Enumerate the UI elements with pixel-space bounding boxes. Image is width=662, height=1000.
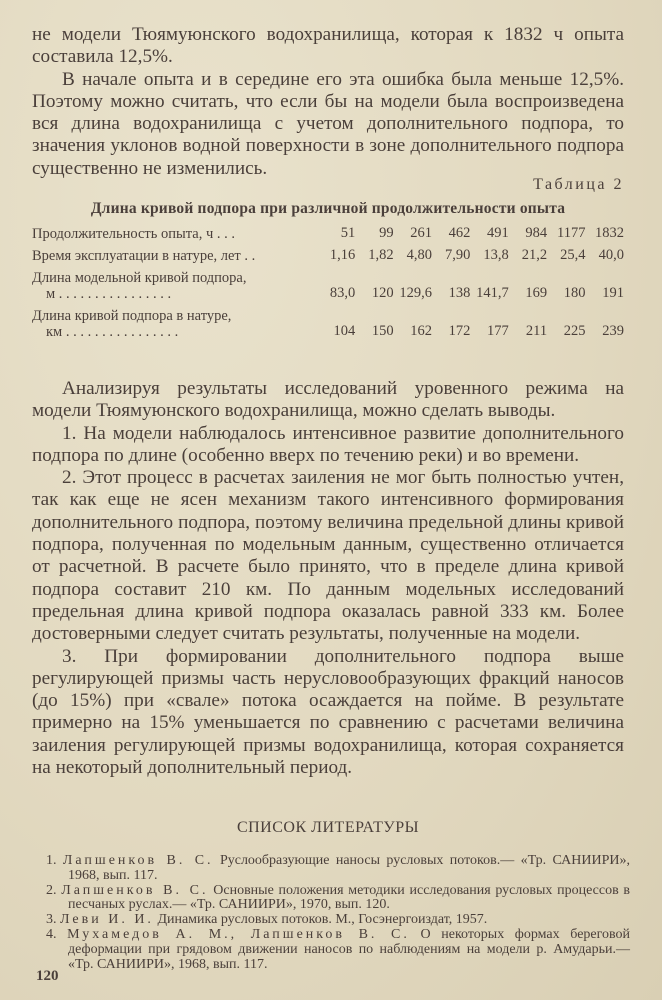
cell: 1,16 bbox=[329, 247, 356, 263]
table-caption: Таблица 2 bbox=[533, 176, 624, 193]
cell: 4,80 bbox=[406, 247, 432, 263]
cell: 984 bbox=[525, 225, 548, 241]
cell: 177 bbox=[487, 323, 509, 339]
cell: 120 bbox=[371, 285, 394, 301]
intro-paragraph-2: В начале опыта и в середине его эта ошибка была меньше 12,5%. Поэтому можно считать, что если бы на модели была воспроизведена вся длина водохранилища с учетом дополнительного подпора, то значения уклонов водной поверхности в зоне дополнительного подпора существенно не изменились. bbox=[32, 68, 624, 179]
cell: 13,8 bbox=[483, 247, 509, 263]
cell: 1177 bbox=[557, 225, 586, 241]
row-label: Длина модельной кривой подпора, м . . . . . . . . . . . . . . . . bbox=[32, 270, 247, 302]
cell: 225 bbox=[563, 323, 586, 339]
cell: 491 bbox=[487, 225, 509, 241]
cell: 1,82 bbox=[368, 247, 394, 263]
bibliography-item: 1. Лапшенков В. С. Руслообразующие наносы русловых потоков.— «Тр. САНИИРИ», 1968, вып. 117. bbox=[46, 853, 630, 883]
cell: 162 bbox=[410, 323, 432, 339]
cell: 261 bbox=[410, 225, 432, 241]
cell: 150 bbox=[371, 323, 394, 339]
cell: 129,6 bbox=[399, 285, 432, 301]
page bbox=[32, 24, 631, 972]
table-row bbox=[32, 242, 624, 264]
cell: 21,2 bbox=[521, 247, 548, 263]
cell: 211 bbox=[525, 323, 548, 339]
cell: 7,90 bbox=[445, 247, 471, 263]
cell: 25,4 bbox=[560, 247, 586, 263]
author: Лапшенков В. С. bbox=[62, 853, 214, 868]
data-table bbox=[32, 220, 624, 340]
cell: 104 bbox=[333, 323, 356, 339]
cell: 239 bbox=[602, 323, 624, 339]
author: Мухамедов А. М., Лапшенков В. С. bbox=[67, 926, 410, 942]
table-row bbox=[32, 220, 624, 242]
row-label: Длина кривой подпора в натуре, км . . . . . . . . . . . . . . . . bbox=[32, 308, 232, 340]
bibliography-item: 4. Мухамедов А. М., Лапшенков В. С. О некоторых формах береговой деформации при грядовом движении наносов по наблюдениям на модели р. Амударьи.— «Тр. САНИИРИ», 1968, вып. 117. bbox=[46, 926, 631, 972]
bibliography-title: СПИСОК ЛИТЕРАТУРЫ bbox=[236, 819, 420, 836]
cell: 172 bbox=[448, 323, 471, 339]
table-row bbox=[32, 264, 624, 302]
author: Лапшенков В. С. bbox=[61, 882, 209, 898]
author: Леви И. И. bbox=[60, 912, 154, 928]
conclusion-2: 2. Этот процесс в расчетах заиления не мог быть полностью учтен, так как еще не ясен механизм такого интенсивного формирования дополнительного подпора, поэтому величина предельной длины кривой подпора, полученная по модельным данным, существенно отличается от расчетной. В расчете было принято, что в пределе длина кривой подпора составит 210 км. По данным модельных исследований предельная длина кривой подпора оказалась равной 333 км. Более достоверными следует считать результаты, полученные на модели. bbox=[32, 467, 624, 645]
cell: 141,7 bbox=[476, 285, 509, 301]
cell: 40,0 bbox=[598, 247, 624, 263]
conclusions-intro: Анализируя результаты исследований уровенного режима на модели Тюямуюнского водохранилища, можно сделать выводы. bbox=[32, 378, 624, 422]
table-row bbox=[32, 302, 624, 340]
cell: 99 bbox=[379, 225, 394, 241]
cell: 462 bbox=[448, 225, 471, 241]
cell: 1832 bbox=[595, 225, 624, 241]
cell: 180 bbox=[563, 285, 586, 301]
cell: 51 bbox=[340, 225, 356, 241]
cell: 169 bbox=[525, 285, 548, 301]
table-title: Длина кривой подпора при различной продолжительности опыта bbox=[90, 200, 566, 217]
cell: 83,0 bbox=[329, 285, 356, 301]
bibliography-list bbox=[46, 854, 630, 972]
intro-paragraph-1: не модели Тюямуюнского водохранилища, которая к 1832 ч опыта составила 12,5%. bbox=[32, 24, 624, 68]
conclusion-1: 1. На модели наблюдалось интенсивное развитие дополнительного подпора по длине (особенно вверх по течению реки) и во времени. bbox=[32, 422, 624, 466]
row-label: Продолжительность опыта, ч . . . bbox=[32, 226, 235, 242]
row-label: Время эксплуатации в натуре, лет . . bbox=[32, 248, 256, 264]
conclusions-section bbox=[32, 378, 624, 779]
conclusion-3: 3. При формировании дополнительного подпора выше регулирующей призмы часть нерусловообразующих фракций наносов (до 15%) при «свале» потока осаждается на пойме. В результате примерно на 15% уменьшается по сравнению с расчетами величина заиления регулирующей призмы водохранилища, которая сохраняется на некоторый дополнительный период. bbox=[32, 645, 624, 779]
cell: 191 bbox=[602, 285, 624, 301]
cell: 138 bbox=[448, 285, 471, 301]
bibliography-item: 3. Леви И. И. Динамика русловых потоков. М., Госэнергоиздат, 1957. bbox=[46, 912, 488, 928]
page-number: 120 bbox=[36, 968, 59, 984]
bibliography-item: 2. Лапшенков В. С. Основные положения методики исследования русловых процессов в песчаных руслах.— «Тр. САНИИРИ», 1970, вып. 120. bbox=[46, 882, 630, 913]
